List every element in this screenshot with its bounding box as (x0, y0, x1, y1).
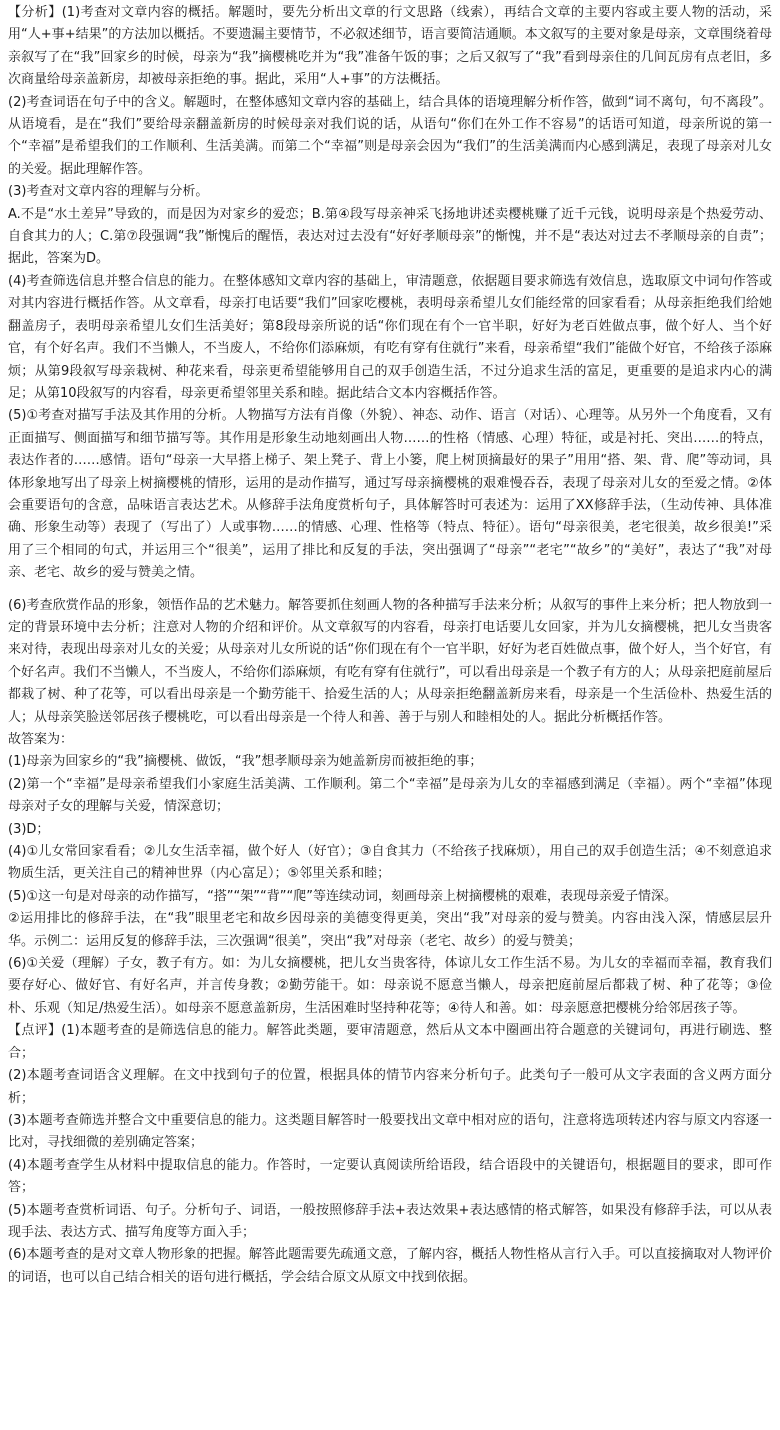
analysis-paragraph-1: 【分析】(1)考查对文章内容的概括。解题时，要先分析出文章的行文思路（线索），再结合文章的主要内容或主要人物的活动，采用“人+事+结果”的方法加以概括。不要遗漏主要情节，不必叙述细节，语言要简洁通顺。本文叙写的主要对象是母亲，文章围绕着母亲叙写了在“我”回家乡的时候，母亲为“我”摘樱桃吃并为“我”准备午饭的事；之后又叙写了“我”看到母亲住的几间瓦房有点老旧，多次商量给母亲盖新房，却被母亲拒绝的事。据此，采用“人+事”的方法概括。 (8, 5, 772, 88)
comment-4: (4)本题考查学生从材料中提取信息的能力。作答时，一定要认真阅读所给语段，结合语段中的关键语句，根据题目的要求，即可作答； (8, 1157, 772, 1196)
comment-2: (2)本题考查词语含义理解。在文中找到句子的位置，根据具体的情节内容来分析句子。此类句子一般可从文字表面的含义两方面分析； (8, 1068, 772, 1106)
answer-5-part-2: ②运用排比的修辞手法，在“我”眼里老宅和故乡因母亲的美德变得更美，突出“我”对母亲的爱与赞美。内容由浅入深，情感层层升华。示例二：运用反复的修辞手法，三次强调“很美”，突出“我”对母亲（老宅、故乡）的爱与赞美； (8, 911, 772, 949)
analysis-paragraph-3: (3)考查对文章内容的理解与分析。 (8, 184, 209, 200)
comment-5: (5)本题考查赏析词语、句子。分析句子、词语，一般按照修辞手法+表达效果+表达感情的格式解答，如果没有修辞手法，可以从表现手法、表达方式、描写角度等方面入手； (8, 1202, 772, 1240)
comment-6: (6)本题考查的是对文章人物形象的把握。解答此题需要先疏通文意，了解内容，概括人物性格从言行入手。可以直接摘取对人物评价的词语，也可以自己结合相关的语句进行概括，学会结合原文从原文中找到依据。 (8, 1247, 772, 1285)
answer-4: (4)①儿女常回家看看；②儿女生活幸福，做个好人（好官）；③自食其力（不给孩子找麻烦），用自己的双手创造生活；④不刻意追求物质生活，更关注自己的精神世界（内心富足）；⑤邻里关系和睦； (8, 844, 772, 882)
answer-2: (2)第一个“幸福”是母亲希望我们小家庭生活美满、工作顺利。第二个“幸福”是母亲为儿女的幸福感到满足（幸福）。两个“幸福”体现母亲对子女的理解与关爱，情深意切； (8, 776, 772, 815)
analysis-paragraph-2: (2)考查词语在句子中的含义。解题时，在整体感知文章内容的基础上，结合具体的语境理解分析作答，做到“词不离句，句不离段”。从语境看，是在“我们”要给母亲翻盖新房的时候母亲对我们说的话，从语句“你们在外工作不容易”的话语可知道，母亲所说的第一个“幸福”是希望我们的工作顺利、生活美满。而第二个“幸福”则是母亲会因为“我们”的生活美满而内心感到满足，表现了母亲对儿女的关爱。据此理解作答。 (8, 94, 772, 177)
answer-5-part-1: (5)①这一句是对母亲的动作描写，“搭”“架”“背”“爬”等连续动词，刻画母亲上树摘樱桃的艰难，表现母亲爱子情深。 (8, 888, 677, 904)
analysis-paragraph-7: (6)考查欣赏作品的形象，领悟作品的艺术魅力。解答要抓住刻画人物的各种描写手法来分析；从叙写的事件上来分析；把人物放到一定的背景环境中去分析；注意对人物的介绍和评价。从文章叙写的内容看，母亲打电话要儿女回家，并为儿女摘樱桃，把儿女当贵客来对待，表现出母亲对儿女的关爱；从母亲对儿女所说的话“你们现在有个一官半职，好好为老百姓做点事，做个好人，当个好官，有个好名声。我们不当懒人，不当废人，不给你们添麻烦，有吃有穿有住就行”，可以看出母亲是一个教子有方的人；从母亲把庭前屋后都栽了树、种了花等，可以看出母亲是一个勤劳能干、拾爱生活的人；从母亲拒绝翻盖新房来看，母亲是一个生活俭朴、热爱生活的人；从母亲笑脸送邻居孩子樱桃吃，可以看出母亲是一个待人和善、善于与别人和睦相处的人。据此分析概括作答。 (8, 597, 772, 725)
analysis-paragraph-5: (4)考查筛选信息并整合信息的能力。在整体感知文章内容的基础上，审清题意，依据题目要求筛选有效信息，选取原文中词句作答或对其内容进行概括作答。从文章看，母亲打电话要“我们”回家吃樱桃，表明母亲希望儿女们能经常的回家看看；从母亲拒绝我们给她翻盖房子，表明母亲希望儿女们生活美好；第8段母亲所说的话“你们现在有个一官半职，好好为老百姓做点事，做个好人、当个好官，有个好名声。我们不当懒人，不当废人，不给你们添麻烦，有吃有穿有住就行”来看，母亲希望“我们”能做个好官，不给孩子添麻烦；从第9段叙写母亲栽树、种花来看，母亲更希望能够用自己的双手创造生活，不过分追求生活的富足，更重要的是追求内心的满足；从第10段叙写的内容看，母亲更希望邻里关系和睦。据此结合文本内容概括作答。 (8, 273, 772, 401)
answer-6: (6)①关爱（理解）子女，教子有方。如：为儿女摘樱桃，把儿女当贵客待，体谅儿女工作生活不易。为儿女的幸福而幸福，教育我们要存好心、做好官、有好名声，并言传身教；②勤劳能干。如：母亲说不愿意当懒人，母亲把庭前屋后都栽了树、种了花等；③俭朴、乐观（知足/热爱生活）。如母亲不愿意盖新房，生活困难时坚持种花等；④待人和善。如：母亲愿意把樱桃分给邻居孩子等。 (8, 956, 772, 1016)
answer-1: (1)母亲为回家乡的“我”摘樱桃、做饭，“我”想孝顺母亲为她盖新房而被拒绝的事； (8, 754, 483, 770)
comment-3: (3)本题考查筛选并整合文中重要信息的能力。这类题目解答时一般要找出文章中相对应的语句，注意将选项转述内容与原文内容逐一比对，寻找细微的差别确定答案； (8, 1112, 772, 1151)
comment-1: 【点评】(1)本题考查的是筛选信息的能力。解答此类题，要审清题意，然后从文本中圈画出符合题意的关键词句，再进行刷选、整合； (8, 1023, 772, 1061)
answer-3: (3)D； (8, 821, 50, 837)
analysis-paragraph-6: (5)①考查对描写手法及其作用的分析。人物描写方法有肖像（外貌）、神态、动作、语言（对话）、心理等。从另外一个角度看，又有正面描写、侧面描写和细节描写等。其作用是形象生动地刻画出人物……的性格（情感、心理）特征，或是衬托、突出……的特点，表达作者的……感情。语句“母亲一大早搭上梯子、架上凳子、背上小篓，爬上树顶摘最好的果子”用用“搭、架、背、爬”等动词，具体形象地写出了母亲上树摘樱桃的情形，运用的是动作描写，通过写母亲摘樱桃的艰难慢吞吞，表现了母亲对儿女的至爱之情。②体会重要语句的含意，品味语言表达艺术。从修辞手法角度赏析句子，具体解答时可表述为：运用了XX修辞手法，（生动传神、具体准确、形象生动等）表现了（写出了）人或事物……的情感、心理、性格等（特点、特征）。语句“母亲很美，老宅很美，故乡很美!”采用了三个相同的句式，并运用三个“很美”，运用了排比和反复的手法，突出强调了“母亲”“老宅”“故乡”的“美好”，表达了“我”对母亲、老宅、故乡的爱与赞美之情。 (8, 408, 772, 581)
analysis-paragraph-4: A.不是“水土差异”导致的，而是因为对家乡的爱恋；B.第④段写母亲神采飞扬地讲述卖樱桃赚了近千元钱，说明母亲是个热爱劳动、自食其力的人；C.第⑦段强调“我”惭愧后的醒悟，表达对过去没有“好好孝顺母亲”的惭愧，并不是“表达对过去不孝顺母亲的自责”；据此，答案为D。 (8, 206, 772, 267)
answers-label: 故答案为： (8, 732, 74, 747)
paragraph-gap (8, 585, 772, 595)
